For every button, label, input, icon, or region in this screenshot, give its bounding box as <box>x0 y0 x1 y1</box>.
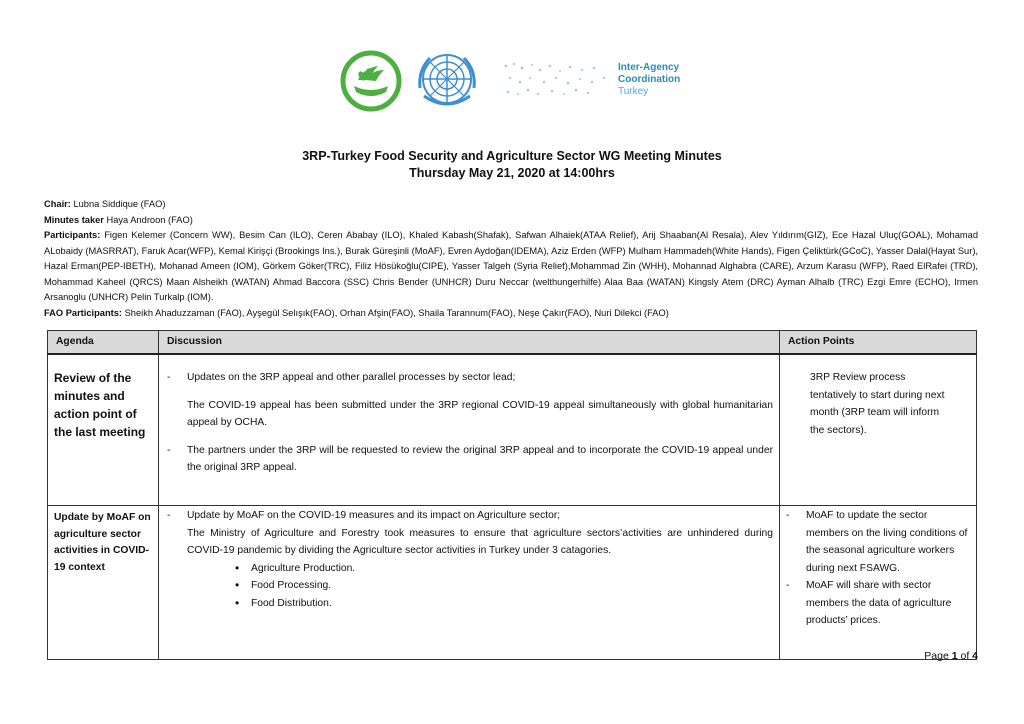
participants-value: Figen Kelemer (Concern WW), Besim Can (ILO), Ceren Ababay (ILO), Khaled Kabash(Shafak), Safwan Alhaiek(ATAA Relief), Arij Shaaban(Al Resala), Alev Yıldırım(GIZ), Ece Hazal Uluç(GOAL), Mohamad ALobaidy (MASRRAT), Faruk Acar(WFP), Kemal Kirişçi (Brookings Ins.), Burak Güreşinli (MoAF), Evren Aydoğan(IDEMA), Aziz Erden (WFP) Mulham Hammadeh(White Hands), Figen Çeliktürk(GCoC), Yasser Dalal(Hayat Sur), Hazal Erman(PEP-IBETH), Mohanad Ameen (IOM), Görkem Göker(TRC), Filiz Hösükoğlu(CIPE), Yasser Talgeh (Syria Relief),Mohammad Zin (WHH), Mohannad Alghabra (CARE), Arzum Karasu (WFP), Raed ElRafei (TRD), Mohammad Kaheel (QRCS) Maan Alsheikh (WATAN) Ahmad Baccora (SSC) Chris Bender (UNHCR) Duru Neccar (welthungerhilfe) Alaa Baa (WATAN) Kingsly Atem (DRC) Ayman Alhalb (TRC) Ezgi Emre (ECHO), Irmen Arsanoglu (UNHCR) Pelin Turkalp (IOM). <box>44 230 978 302</box>
list-item: • Agriculture Production. <box>165 560 773 578</box>
participants-line <box>44 228 978 306</box>
page-current: 1 <box>951 650 958 662</box>
minutes-taker-label: Minutes taker <box>44 214 104 225</box>
header-logos <box>340 48 700 114</box>
header-agenda: Agenda <box>48 331 159 355</box>
inter-agency-text <box>618 62 680 98</box>
inter-agency-logo <box>500 52 700 110</box>
document-title <box>0 148 1024 182</box>
minutes-table <box>47 330 977 660</box>
discussion-cell <box>159 354 780 506</box>
table-header-row <box>48 331 977 355</box>
agenda-cell: Update by MoAF on agriculture sector activities in COVID-19 context <box>48 506 159 660</box>
title-line-2: Thursday May 21, 2020 at 14:00hrs <box>409 166 615 180</box>
fao-participants-line <box>44 306 978 322</box>
table-row <box>48 354 977 506</box>
iac-line-3: Turkey <box>618 86 649 97</box>
header-discussion: Discussion <box>159 331 780 355</box>
minutes-taker-line <box>44 213 978 229</box>
action-points-cell <box>780 506 977 660</box>
list-item: • Food Distribution. <box>165 595 773 613</box>
header-action-points: Action Points <box>780 331 977 355</box>
action-point-item: - MoAF will share with sector members the data of agriculture products’ prices. <box>786 577 970 630</box>
un-emblem-icon <box>414 48 480 114</box>
discussion-item: - Updates on the 3RP appeal and other parallel processes by sector lead; <box>165 369 773 387</box>
discussion-item: - Update by MoAF on the COVID-19 measures and its impact on Agriculture sector; <box>165 507 773 525</box>
page-total: 4 <box>972 650 978 662</box>
meeting-meta <box>44 197 978 321</box>
chair-label: Chair: <box>44 199 71 209</box>
action-point-item: - MoAF to update the sector members on the living conditions of the seasonal agriculture workers during next FSAWG. <box>786 507 970 577</box>
discussion-paragraph: The COVID-19 appeal has been submitted under the 3RP regional COVID-19 appeal simultaneously with global humanitarian appeal by OCHA. <box>187 399 773 428</box>
list-item: • Food Processing. <box>165 577 773 595</box>
iac-line-2: Coordination <box>618 74 681 85</box>
page-word: Page <box>924 650 952 662</box>
discussion-item: - The partners under the 3RP will be requested to review the original 3RP appeal and to incorporate the COVID-19 appeal under the original 3RP appeal. <box>165 442 773 477</box>
title-line-1: 3RP-Turkey Food Security and Agriculture Sector WG Meeting Minutes <box>302 149 722 163</box>
agenda-cell: Review of the minutes and action point of the last meeting <box>48 354 159 506</box>
discussion-cell <box>159 506 780 660</box>
fao-participants-label: FAO Participants: <box>44 307 123 318</box>
fao-logo-icon <box>340 50 402 112</box>
fao-participants-value: Sheikh Ahaduzzaman (FAO), Ayşegül Selışık(FAO), Orhan Afşin(FAO), Shaila Tarannum(FAO), Neşe Çakır(FAO), Nuri Dilekci (FAO) <box>122 307 669 318</box>
minutes-taker-value: Haya Androon (FAO) <box>103 214 193 225</box>
participants-label: Participants: <box>44 230 101 240</box>
chair-value: Lubna Siddique (FAO) <box>70 199 166 209</box>
inter-agency-mark-icon <box>500 56 610 100</box>
page-of: of <box>957 650 973 662</box>
chair-line <box>44 197 978 213</box>
action-points-cell: 3RP Review process tentatively to start during next month (3RP team will inform the sectors). <box>780 354 977 506</box>
discussion-paragraph: The Ministry of Agriculture and Forestry took measures to ensure that agriculture sectors’activities are unhindered during COVID-19 pandemic by dividing the Agriculture sector activities in Turkey under 3 catagories. <box>187 527 773 556</box>
table-row <box>48 506 977 660</box>
page-number <box>0 650 978 662</box>
iac-line-1: Inter-Agency <box>618 62 680 73</box>
